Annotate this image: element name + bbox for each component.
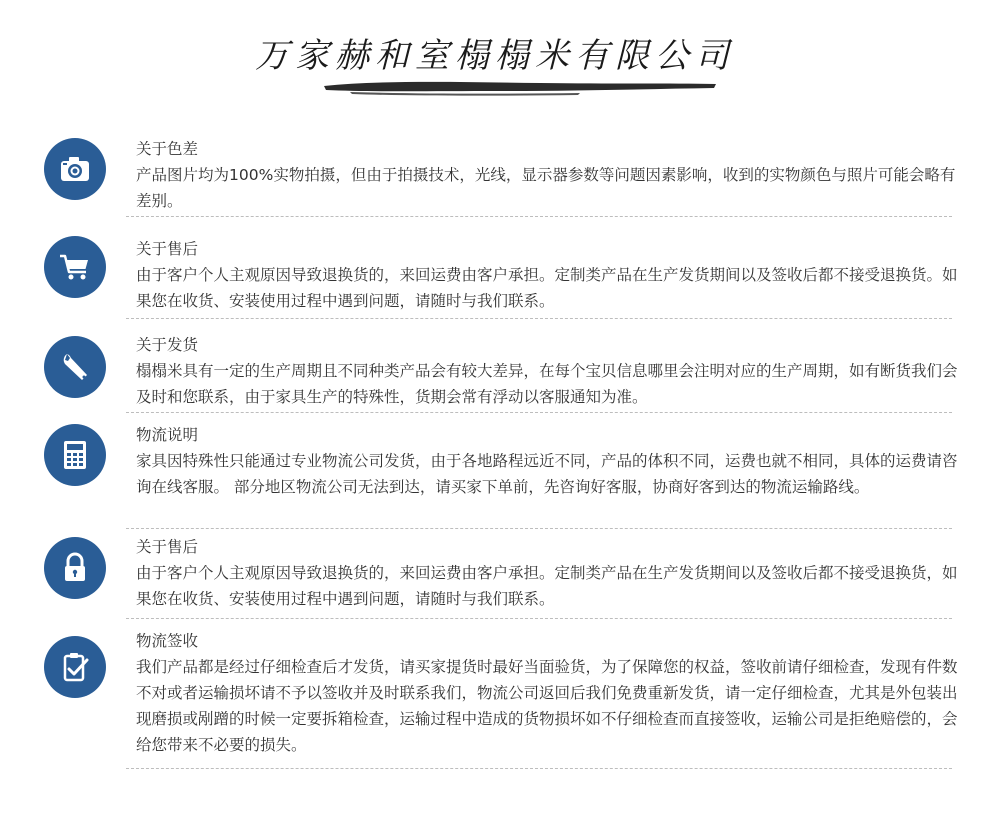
section-title: 关于发货 [136, 336, 199, 354]
section-title: 关于售后 [136, 538, 199, 556]
divider [126, 618, 952, 619]
divider [126, 216, 952, 217]
header [0, 0, 990, 110]
section-title: 关于售后 [136, 240, 199, 258]
section-title: 物流说明 [136, 426, 199, 444]
wrench-icon [44, 336, 106, 398]
section-body: 产品图片均为100%实物拍摄，但由于拍摄技术，光线，显示器参数等问题因素影响，收到的实物颜色与照片可能会略有差别。 [136, 166, 956, 210]
section-title: 关于色差 [136, 140, 199, 158]
divider [126, 528, 952, 529]
section-body: 家具因特殊性只能通过专业物流公司发货，由于各地路程远近不同，产品的体积不同，运费也就不相同，具体的运费请咨询在线客服。 部分地区物流公司无法到达，请买家下单前，先咨询好客服，协商好客到达的物流运输路线。 [136, 452, 958, 496]
section-body: 由于客户个人主观原因导致退换货的，来回运费由客户承担。定制类产品在生产发货期间以及签收后都不接受退换货。如果您在收货、安装使用过程中遇到问题，请随时与我们联系。 [136, 266, 958, 310]
section-body: 由于客户个人主观原因导致退换货的，来回运费由客户承担。定制类产品在生产发货期间以及签收后都不接受退换货，如果您在收货、安装使用过程中遇到问题，请随时与我们联系。 [136, 564, 958, 608]
divider [126, 318, 952, 319]
shopping-cart-icon [44, 236, 106, 298]
clipboard-check-icon [44, 636, 106, 698]
divider [126, 768, 952, 769]
divider [126, 412, 952, 413]
camera-icon [44, 138, 106, 200]
lock-icon [44, 537, 106, 599]
calculator-icon [44, 424, 106, 486]
section-body: 我们产品都是经过仔细检查后才发货，请买家提货时最好当面验货，为了保障您的权益，签收前请仔细检查，发现有件数不对或者运输损坏请不予以签收并及时联系我们，物流公司返回后我们免费重新发货，请一定仔细检查，尤其是外包装出现磨损或剐蹭的时候一定要拆箱检查，运输过程中造成的货物损坏如不仔细检查而直接签收，运输公司是拒绝赔偿的，会给您带来不必要的损失。 [136, 658, 958, 754]
section-title: 物流签收 [136, 632, 199, 650]
section-body: 榻榻米具有一定的生产周期且不同种类产品会有较大差异，在每个宝贝信息哪里会注明对应的生产周期，如有断货我们会及时和您联系，由于家具生产的特殊性，货期会常有浮动以客服通知为准。 [136, 362, 958, 406]
company-name: 万家赫和室榻榻米有限公司 [255, 36, 735, 76]
brush-stroke-decoration [320, 74, 720, 96]
